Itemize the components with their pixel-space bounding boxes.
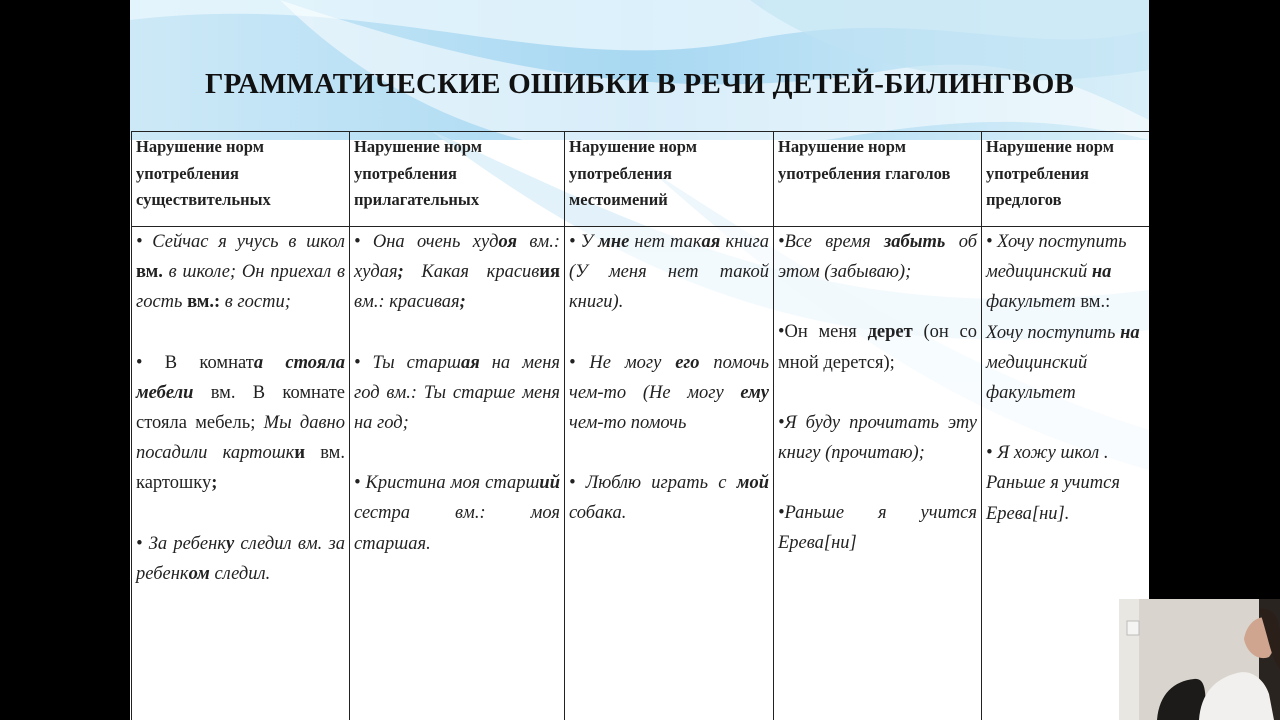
list-item: •Он меня дерет (он со мной дерется);: [778, 322, 977, 373]
list-item: • У мне нет такая книга (У меня нет такой книги).: [569, 232, 769, 313]
table-row: [132, 227, 1150, 720]
header-nouns: Нарушение норм употребления существительных: [132, 132, 350, 227]
list-item: • Люблю играть с мой собака.: [569, 473, 769, 524]
list-item: •Раньше я учится Ерева[ни]: [778, 503, 977, 554]
slide: [130, 0, 1149, 720]
cell-adjectives: [350, 227, 565, 720]
cell-pronouns: [565, 227, 774, 720]
list-item: • Сейчас я учусь в школ вм. в школе; Он приехал в гость вм.: в гости;: [136, 232, 345, 313]
header-verbs: Нарушение норм употребления глаголов: [774, 132, 982, 227]
table-header-row: [132, 132, 1150, 227]
slide-title: ГРАММАТИЧЕСКИЕ ОШИБКИ В РЕЧИ ДЕТЕЙ-БИЛИНГВОВ: [204, 68, 1075, 100]
header-adjectives: Нарушение норм употребления прилагательных: [350, 132, 565, 227]
list-item: • Она очень худоя вм.: худая; Какая красивия вм.: красивая;: [354, 232, 560, 313]
list-item: • Не могу его помочь чем-то (Не могу ему чем-то помочь: [569, 352, 769, 434]
header-prepositions: Нарушение норм употребления предлогов: [982, 132, 1150, 227]
list-item: •Я буду прочитать эту книгу (прочитаю);: [778, 412, 977, 464]
list-item: • Хочу поступить медицинский на факультет вм.: Хочу поступить на медицинский факультет: [986, 232, 1140, 404]
list-item: • За ребенку следил вм. за ребенком следил.: [136, 533, 346, 584]
list-item: • Ты старшая на меня год вм.: Ты старше меня на год;: [354, 352, 560, 434]
list-item: •Все время забыть об этом (забываю);: [778, 232, 977, 283]
webcam-image: [1119, 599, 1280, 720]
webcam-overlay: [1119, 599, 1280, 720]
cell-nouns: [132, 227, 350, 720]
cell-verbs: [774, 227, 982, 720]
header-pronouns: Нарушение норм употребления местоимений: [565, 132, 774, 227]
errors-table: [131, 131, 1149, 720]
list-item: • Я хожу школ . Раньше я учится Ерева[ни].: [986, 443, 1120, 524]
list-item: • В комната стояла мебели вм. В комнате стояла мебель; Мы давно посадили картошки вм. картошку;: [136, 352, 346, 494]
list-item: • Кристина моя старший сестра вм.: моя старшая.: [354, 473, 560, 554]
